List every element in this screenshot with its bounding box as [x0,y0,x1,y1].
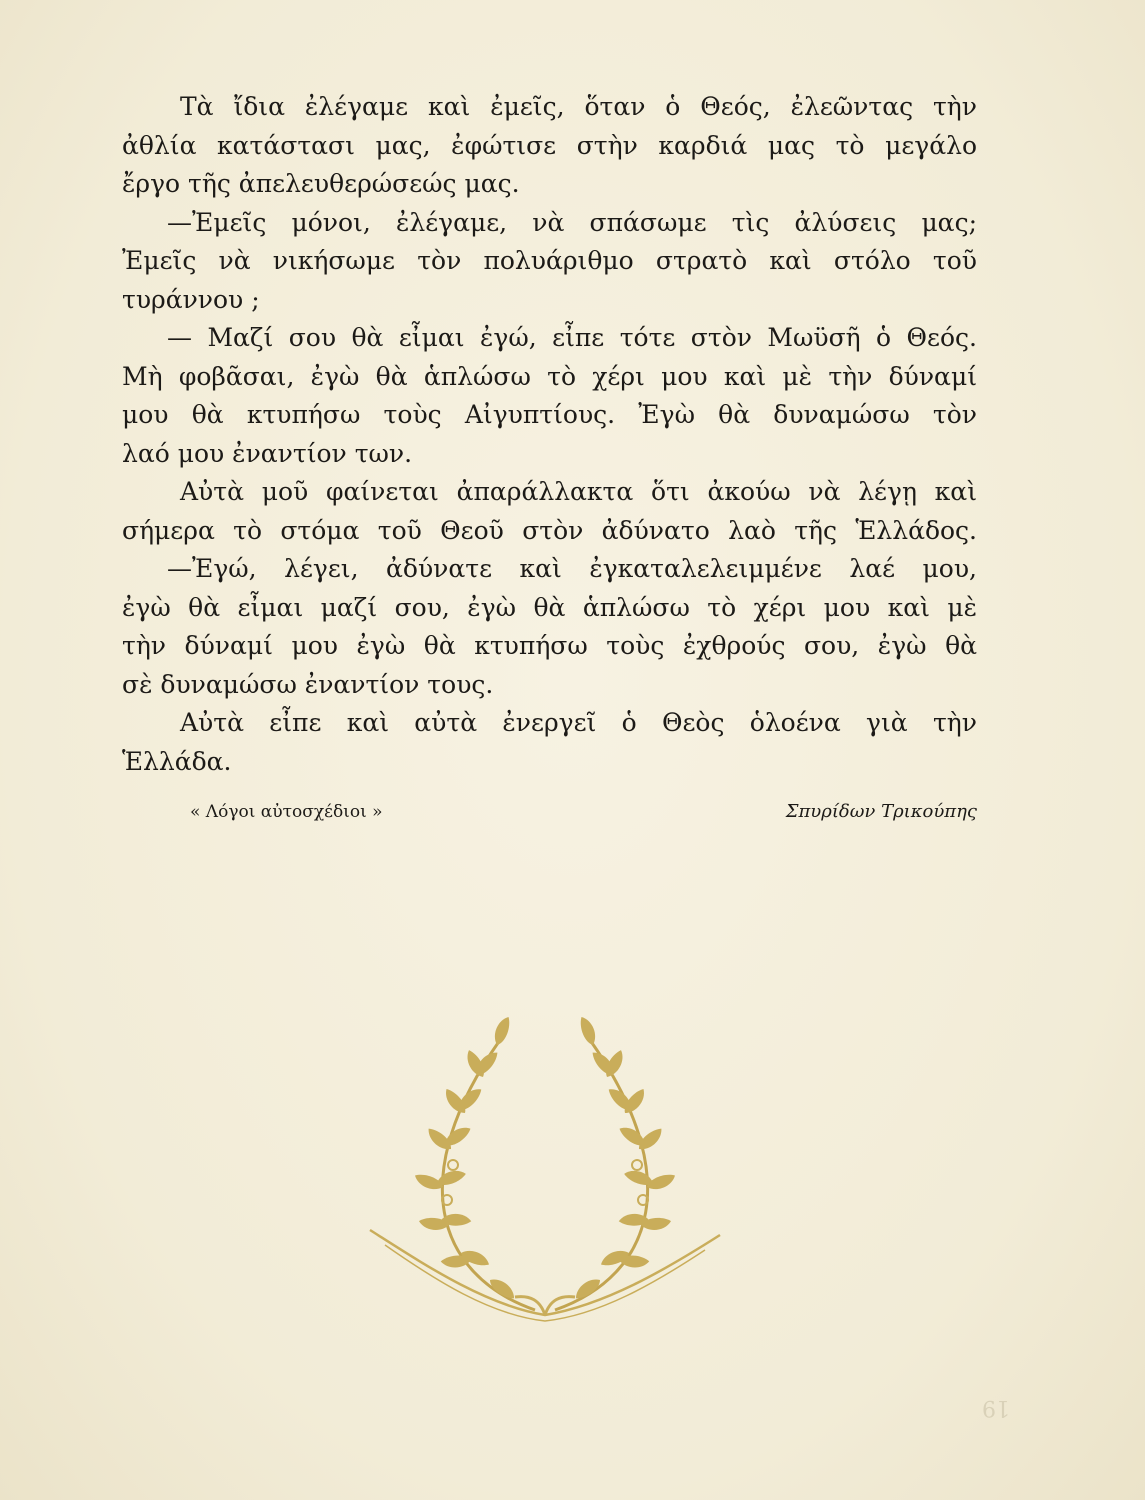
text-line: Ἐμεῖς νὰ νικήσωμε τὸν πολυάριθμο στρατὸ καὶ στόλο τοῦ [122,246,977,275]
text-line: —Ἐμεῖς μόνοι, ἐλέγαμε, νὰ σπάσωμε τὶς ἀλύσεις μας; [167,207,977,237]
text-line: Τὰ ἴδια ἐλέγαμε καὶ ἐμεῖς, ὅταν ὁ Θεός, ἐλεῶντας τὴν [180,92,977,121]
source-title: « Λόγοι αὐτοσχέδιοι » [190,802,383,822]
body-text [122,88,977,827]
text-line: —Ἐγώ, λέγει, ἀδύνατε καὶ ἐγκαταλελειμμένε λαέ μου, [167,554,977,583]
text-line: τὴν δύναμί μου ἐγὼ θὰ κτυπήσω τοὺς ἐχθρούς σου, ἐγὼ θὰ [122,631,977,660]
author-name: Σπυρίδων Τρικούπης [785,801,977,822]
text-line: — Μαζί σου θὰ εἶμαι ἐγώ, εἶπε τότε στὸν Μωϋσῆ ὁ Θεός. [167,323,977,352]
text-line: μου θὰ κτυπήσω τοὺς Αἰγυπτίους. Ἐγὼ θὰ δυναμώσω τὸν [122,400,977,429]
text-line: σὲ δυναμώσω ἐναντίον τους. [122,669,494,699]
text-line: ἔργο τῆς ἀπελευθερώσεώς μας. [122,169,520,198]
text-line: λαό μου ἐναντίον των. [122,438,413,468]
text-line: Αὐτὰ μοῦ φαίνεται ἀπαράλλακτα ὅτι ἀκούω νὰ λέγῃ καὶ [180,477,977,506]
page-number: 19 [982,1395,1010,1420]
text-line: Αὐτὰ εἶπε καὶ αὐτὰ ἐνεργεῖ ὁ Θεὸς ὁλοένα γιὰ τὴν [180,708,977,737]
text-line: Ἑλλάδα. [122,746,232,776]
laurel-wreath-icon [365,1015,725,1330]
text-line: σήμερα τὸ στόμα τοῦ Θεοῦ στὸν ἀδύνατο λαὸ τῆς Ἑλλάδος. [122,515,977,545]
text-line: τυράννου ; [122,284,260,314]
text-line: ἀθλία κατάστασι μας, ἐφώτισε στὴν καρδιά μας τὸ μεγάλο [122,130,977,160]
signature-row [122,797,977,827]
text-line: ἐγὼ θὰ εἶμαι μαζί σου, ἐγὼ θὰ ἁπλώσω τὸ χέρι μου καὶ μὲ [122,592,977,622]
text-line: Μὴ φοβᾶσαι, ἐγὼ θὰ ἁπλώσω τὸ χέρι μου καὶ μὲ τὴν δύναμί [122,361,977,391]
